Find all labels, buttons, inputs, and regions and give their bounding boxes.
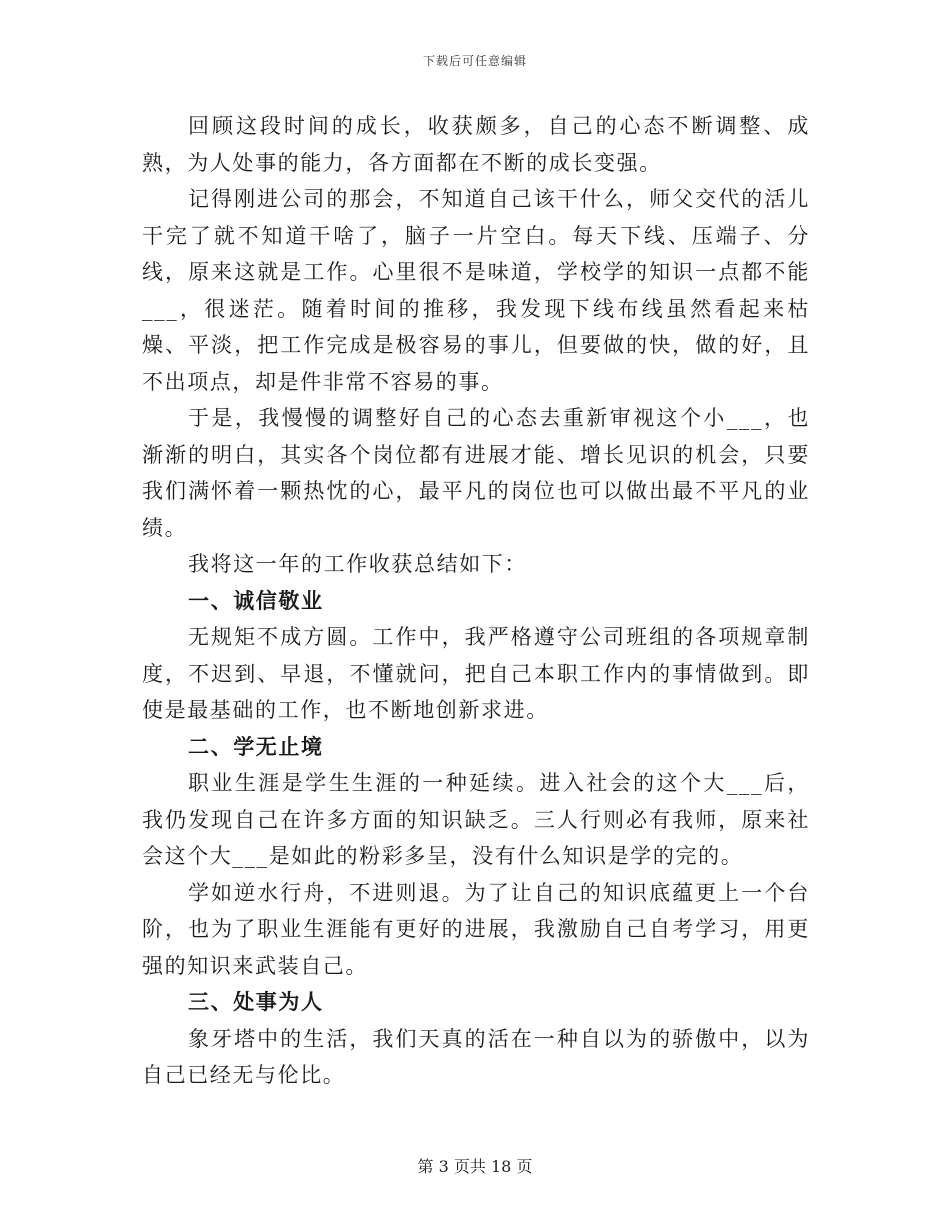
section-heading-conduct: 三、处事为人 <box>188 989 324 1014</box>
paragraph-summary-intro: 我将这一年的工作收获总结如下： <box>188 552 527 576</box>
page-header: 下载后可任意编辑 <box>422 54 527 68</box>
page-number-footer: 第 3 页共 18 页 <box>417 1157 533 1176</box>
paragraph-ivory-tower: 象牙塔中的生活，我们天真的活在一种自以为的骄傲中，以为自己已经无与伦比。 <box>142 1026 810 1087</box>
document-body <box>142 108 810 1094</box>
section-heading-learning: 二、学无止境 <box>188 733 324 759</box>
paragraph-self-study: 学如逆水行舟，不进则退。为了让自己的知识底蕴更上一个台阶，也为了职业生涯能有更好的进展，我激励自己自考学习，用更强的知识来武装自己。 <box>142 880 810 978</box>
section-heading-integrity: 一、诚信敬业 <box>188 587 324 613</box>
paragraph-adjust-mindset: 于是，我慢慢的调整好自己的心态去重新审视这个小___，也渐渐的明白，其实各个岗位都有进展才能、增长见识的机会，只要我们满怀着一颗热忱的心，最平凡的岗位也可以做出最不平凡的业绩。 <box>142 406 810 540</box>
paragraph-growth-review: 回顾这段时间的成长，收获颇多，自己的心态不断调整、成熟，为人处事的能力，各方面都在不断的成长变强。 <box>142 114 810 175</box>
paragraph-integrity: 无规矩不成方圆。工作中，我严格遵守公司班组的各项规章制度，不迟到、早退，不懂就问，把自己本职工作内的事情做到。即使是最基础的工作，也不断地创新求进。 <box>142 625 810 722</box>
paragraph-career: 职业生涯是学生生涯的一种延续。进入社会的这个大___后，我仍发现自己在许多方面的知识缺乏。三人行则必有我师，原来社会这个大___是如此的粉彩多呈，没有什么知识是学的完的。 <box>142 771 810 868</box>
paragraph-first-days: 记得刚进公司的那会，不知道自己该干什么，师父交代的活儿干完了就不知道干啥了，脑子一片空白。每天下线、压端子、分线，原来这就是工作。心里很不是味道，学校学的知识一点都不能___，很迷茫。随着时间的推移，我发现下线布线虽然看起来枯燥、平淡，把工作完成是极容易的事儿，但要做的快，做的好，且不出项点，却是件非常不容易的事。 <box>142 187 810 394</box>
